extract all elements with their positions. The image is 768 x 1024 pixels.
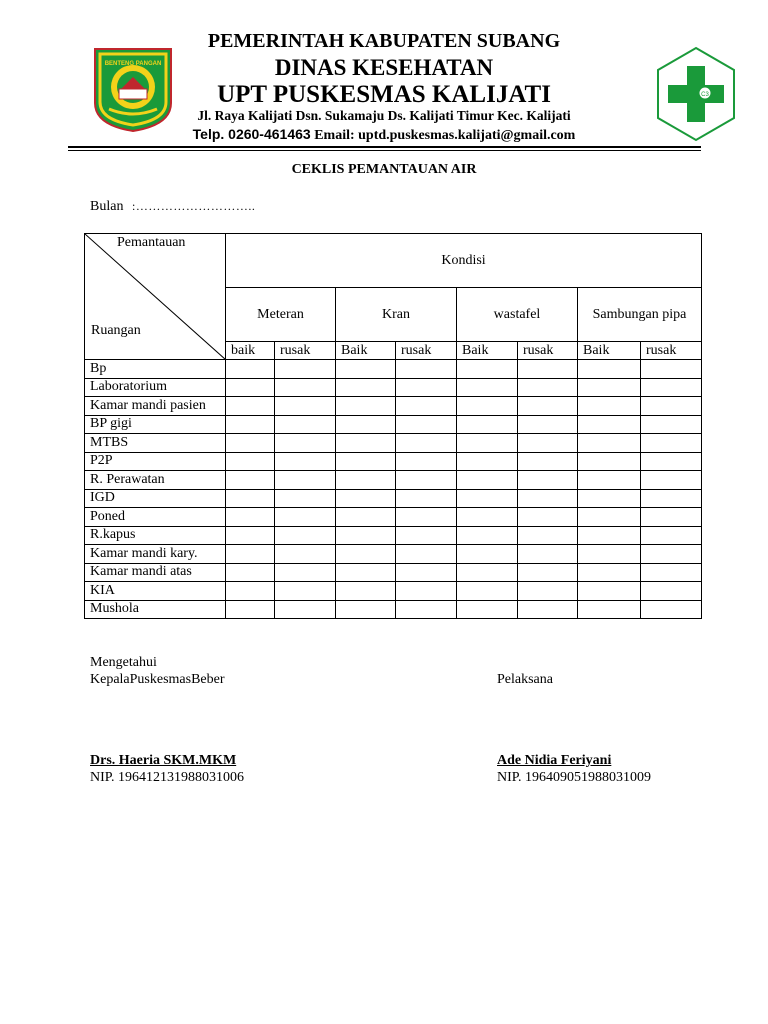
check-cell[interactable] [641,378,702,397]
check-cell[interactable] [226,360,275,379]
check-cell[interactable] [578,471,641,490]
check-cell[interactable] [518,563,578,582]
check-cell[interactable] [226,563,275,582]
check-cell[interactable] [336,360,396,379]
check-cell[interactable] [578,452,641,471]
group-header: Sambungan pipa [578,288,702,342]
table-corner-cell [85,234,226,360]
check-cell[interactable] [518,489,578,508]
check-cell[interactable] [396,489,457,508]
header-contact [0,126,768,144]
room-name: IGD [85,489,226,508]
room-name: P2P [85,452,226,471]
room-name: R. Perawatan [85,471,226,490]
check-cell[interactable] [275,508,336,527]
check-cell[interactable] [275,600,336,619]
check-cell[interactable] [336,434,396,453]
check-cell[interactable] [457,471,518,490]
subheader-cell: rusak [275,342,336,360]
check-cell[interactable] [396,582,457,601]
check-cell[interactable] [457,489,518,508]
check-cell[interactable] [518,434,578,453]
corner-diagonal [85,234,226,360]
check-cell[interactable] [396,397,457,416]
check-cell[interactable] [641,397,702,416]
check-cell[interactable] [226,378,275,397]
check-cell[interactable] [641,563,702,582]
check-cell[interactable] [578,489,641,508]
check-cell[interactable] [578,526,641,545]
check-cell[interactable] [578,600,641,619]
sign-left-caption: Mengetahui [90,655,157,670]
check-cell[interactable] [275,452,336,471]
check-cell[interactable] [275,471,336,490]
table-row [85,582,702,601]
check-cell[interactable] [336,545,396,564]
check-cell[interactable] [578,508,641,527]
room-name: Poned [85,508,226,527]
check-cell[interactable] [336,563,396,582]
check-cell[interactable] [457,582,518,601]
check-cell[interactable] [457,545,518,564]
table-row [85,600,702,619]
check-cell[interactable] [518,452,578,471]
check-cell[interactable] [275,563,336,582]
header-rule-thin [68,150,701,151]
check-cell[interactable] [275,582,336,601]
check-cell[interactable] [226,415,275,434]
check-cell[interactable] [226,545,275,564]
check-cell[interactable] [336,489,396,508]
check-cell[interactable] [578,545,641,564]
check-cell[interactable] [457,415,518,434]
check-cell[interactable] [396,563,457,582]
check-cell[interactable] [336,600,396,619]
check-cell[interactable] [336,582,396,601]
subheader-cell: Baik [457,342,518,360]
document-title: CEKLIS PEMANTAUAN AIR [291,162,477,177]
table-row [85,434,702,453]
check-cell[interactable] [275,545,336,564]
check-cell[interactable] [226,582,275,601]
check-cell[interactable] [226,600,275,619]
check-cell[interactable] [226,452,275,471]
check-cell[interactable] [518,378,578,397]
check-cell[interactable] [578,434,641,453]
logo-right-badge-text: C3 [701,92,709,98]
header-phone: Telp. 0260-461463 [192,126,311,142]
subheader-cell: rusak [641,342,702,360]
header-government: PEMERINTAH KABUPATEN SUBANG [207,30,561,52]
corner-label-ruangan: Ruangan [91,323,141,338]
check-cell[interactable] [641,471,702,490]
check-cell[interactable] [641,582,702,601]
check-cell[interactable] [336,526,396,545]
check-cell[interactable] [518,600,578,619]
check-cell[interactable] [275,360,336,379]
header-department: DINAS KESEHATAN [274,55,494,80]
subheader-cell: Baik [336,342,396,360]
check-cell[interactable] [457,452,518,471]
sign-left-nip: NIP. 196412131988031006 [90,770,245,785]
check-cell[interactable] [226,471,275,490]
check-cell[interactable] [457,378,518,397]
header-institution: UPT PUSKESMAS KALIJATI [217,81,551,108]
check-cell[interactable] [396,471,457,490]
check-cell[interactable] [457,397,518,416]
check-cell[interactable] [457,434,518,453]
room-name: Bp [85,360,226,379]
check-cell[interactable] [578,563,641,582]
header-email: Email: uptd.puskesmas.kalijati@gmail.com [314,128,576,143]
check-cell[interactable] [518,582,578,601]
sign-right-name: Ade Nidia Feriyani [497,753,612,768]
check-cell[interactable] [226,508,275,527]
check-cell[interactable] [578,397,641,416]
table-row [85,378,702,397]
table-row [85,489,702,508]
room-name: R.kapus [85,526,226,545]
subheader-cell: rusak [396,342,457,360]
bulan-field: :……………………….. [132,199,256,213]
check-cell[interactable] [641,434,702,453]
check-cell[interactable] [641,526,702,545]
subheader-cell: Baik [578,342,641,360]
room-name: Kamar mandi atas [85,563,226,582]
check-cell[interactable] [396,415,457,434]
logo-left-top-text: BENTENG PANGAN [104,61,162,67]
table-row [85,471,702,490]
room-name: Mushola [85,600,226,619]
check-cell[interactable] [226,489,275,508]
header-rule-thick [68,146,701,148]
check-cell[interactable] [518,471,578,490]
check-cell[interactable] [457,526,518,545]
check-cell[interactable] [226,397,275,416]
table-row [85,508,702,527]
check-cell[interactable] [518,397,578,416]
check-cell[interactable] [641,415,702,434]
group-header: wastafel [457,288,578,342]
check-cell[interactable] [518,415,578,434]
room-name: Laboratorium [85,378,226,397]
check-cell[interactable] [457,563,518,582]
check-cell[interactable] [336,452,396,471]
check-cell[interactable] [518,545,578,564]
room-name: KIA [85,582,226,601]
check-cell[interactable] [336,397,396,416]
check-cell[interactable] [641,600,702,619]
check-cell[interactable] [578,360,641,379]
check-cell[interactable] [336,378,396,397]
check-cell[interactable] [641,360,702,379]
room-name: MTBS [85,434,226,453]
check-cell[interactable] [396,600,457,619]
table-row [85,563,702,582]
room-name: Kamar mandi pasien [85,397,226,416]
header-address: Jl. Raya Kalijati Dsn. Sukamaju Ds. Kalijati Timur Kec. Kalijati [197,108,571,123]
check-cell[interactable] [396,508,457,527]
check-cell[interactable] [641,489,702,508]
check-cell[interactable] [518,360,578,379]
check-cell[interactable] [518,508,578,527]
check-cell[interactable] [396,378,457,397]
check-cell[interactable] [336,508,396,527]
check-cell[interactable] [275,415,336,434]
check-cell[interactable] [275,489,336,508]
check-cell[interactable] [457,508,518,527]
table-row [85,545,702,564]
group-header: Kran [336,288,457,342]
subheader-cell: baik [226,342,275,360]
check-cell[interactable] [396,526,457,545]
check-cell[interactable] [457,600,518,619]
sign-right-nip: NIP. 196409051988031009 [497,770,652,785]
sign-left-position: KepalaPuskesmasBeber [90,672,225,687]
check-cell[interactable] [518,526,578,545]
table-row [85,526,702,545]
table-row [85,415,702,434]
check-cell[interactable] [641,508,702,527]
check-cell[interactable] [275,378,336,397]
check-cell[interactable] [641,545,702,564]
check-cell[interactable] [275,434,336,453]
bulan-label: Bulan [90,199,124,214]
check-cell[interactable] [457,360,518,379]
sign-left-name: Drs. Haeria SKM.MKM [90,753,237,768]
check-cell[interactable] [396,545,457,564]
check-cell[interactable] [336,415,396,434]
table-row [85,360,702,379]
room-name: Kamar mandi kary. [85,545,226,564]
table-row [85,452,702,471]
check-cell[interactable] [275,397,336,416]
check-cell[interactable] [226,434,275,453]
monitoring-table [84,233,702,619]
check-cell[interactable] [275,526,336,545]
check-cell[interactable] [641,452,702,471]
check-cell[interactable] [396,452,457,471]
room-name: BP gigi [85,415,226,434]
check-cell[interactable] [396,360,457,379]
corner-label-pemantauan: Pemantauan [117,235,186,250]
check-cell[interactable] [336,471,396,490]
check-cell[interactable] [396,434,457,453]
check-cell[interactable] [578,582,641,601]
check-cell[interactable] [226,526,275,545]
group-header: Meteran [226,288,336,342]
subheader-cell: rusak [518,342,578,360]
sign-right-position: Pelaksana [497,672,553,687]
table-row [85,397,702,416]
check-cell[interactable] [578,378,641,397]
kondisi-header: Kondisi [226,234,702,288]
check-cell[interactable] [578,415,641,434]
